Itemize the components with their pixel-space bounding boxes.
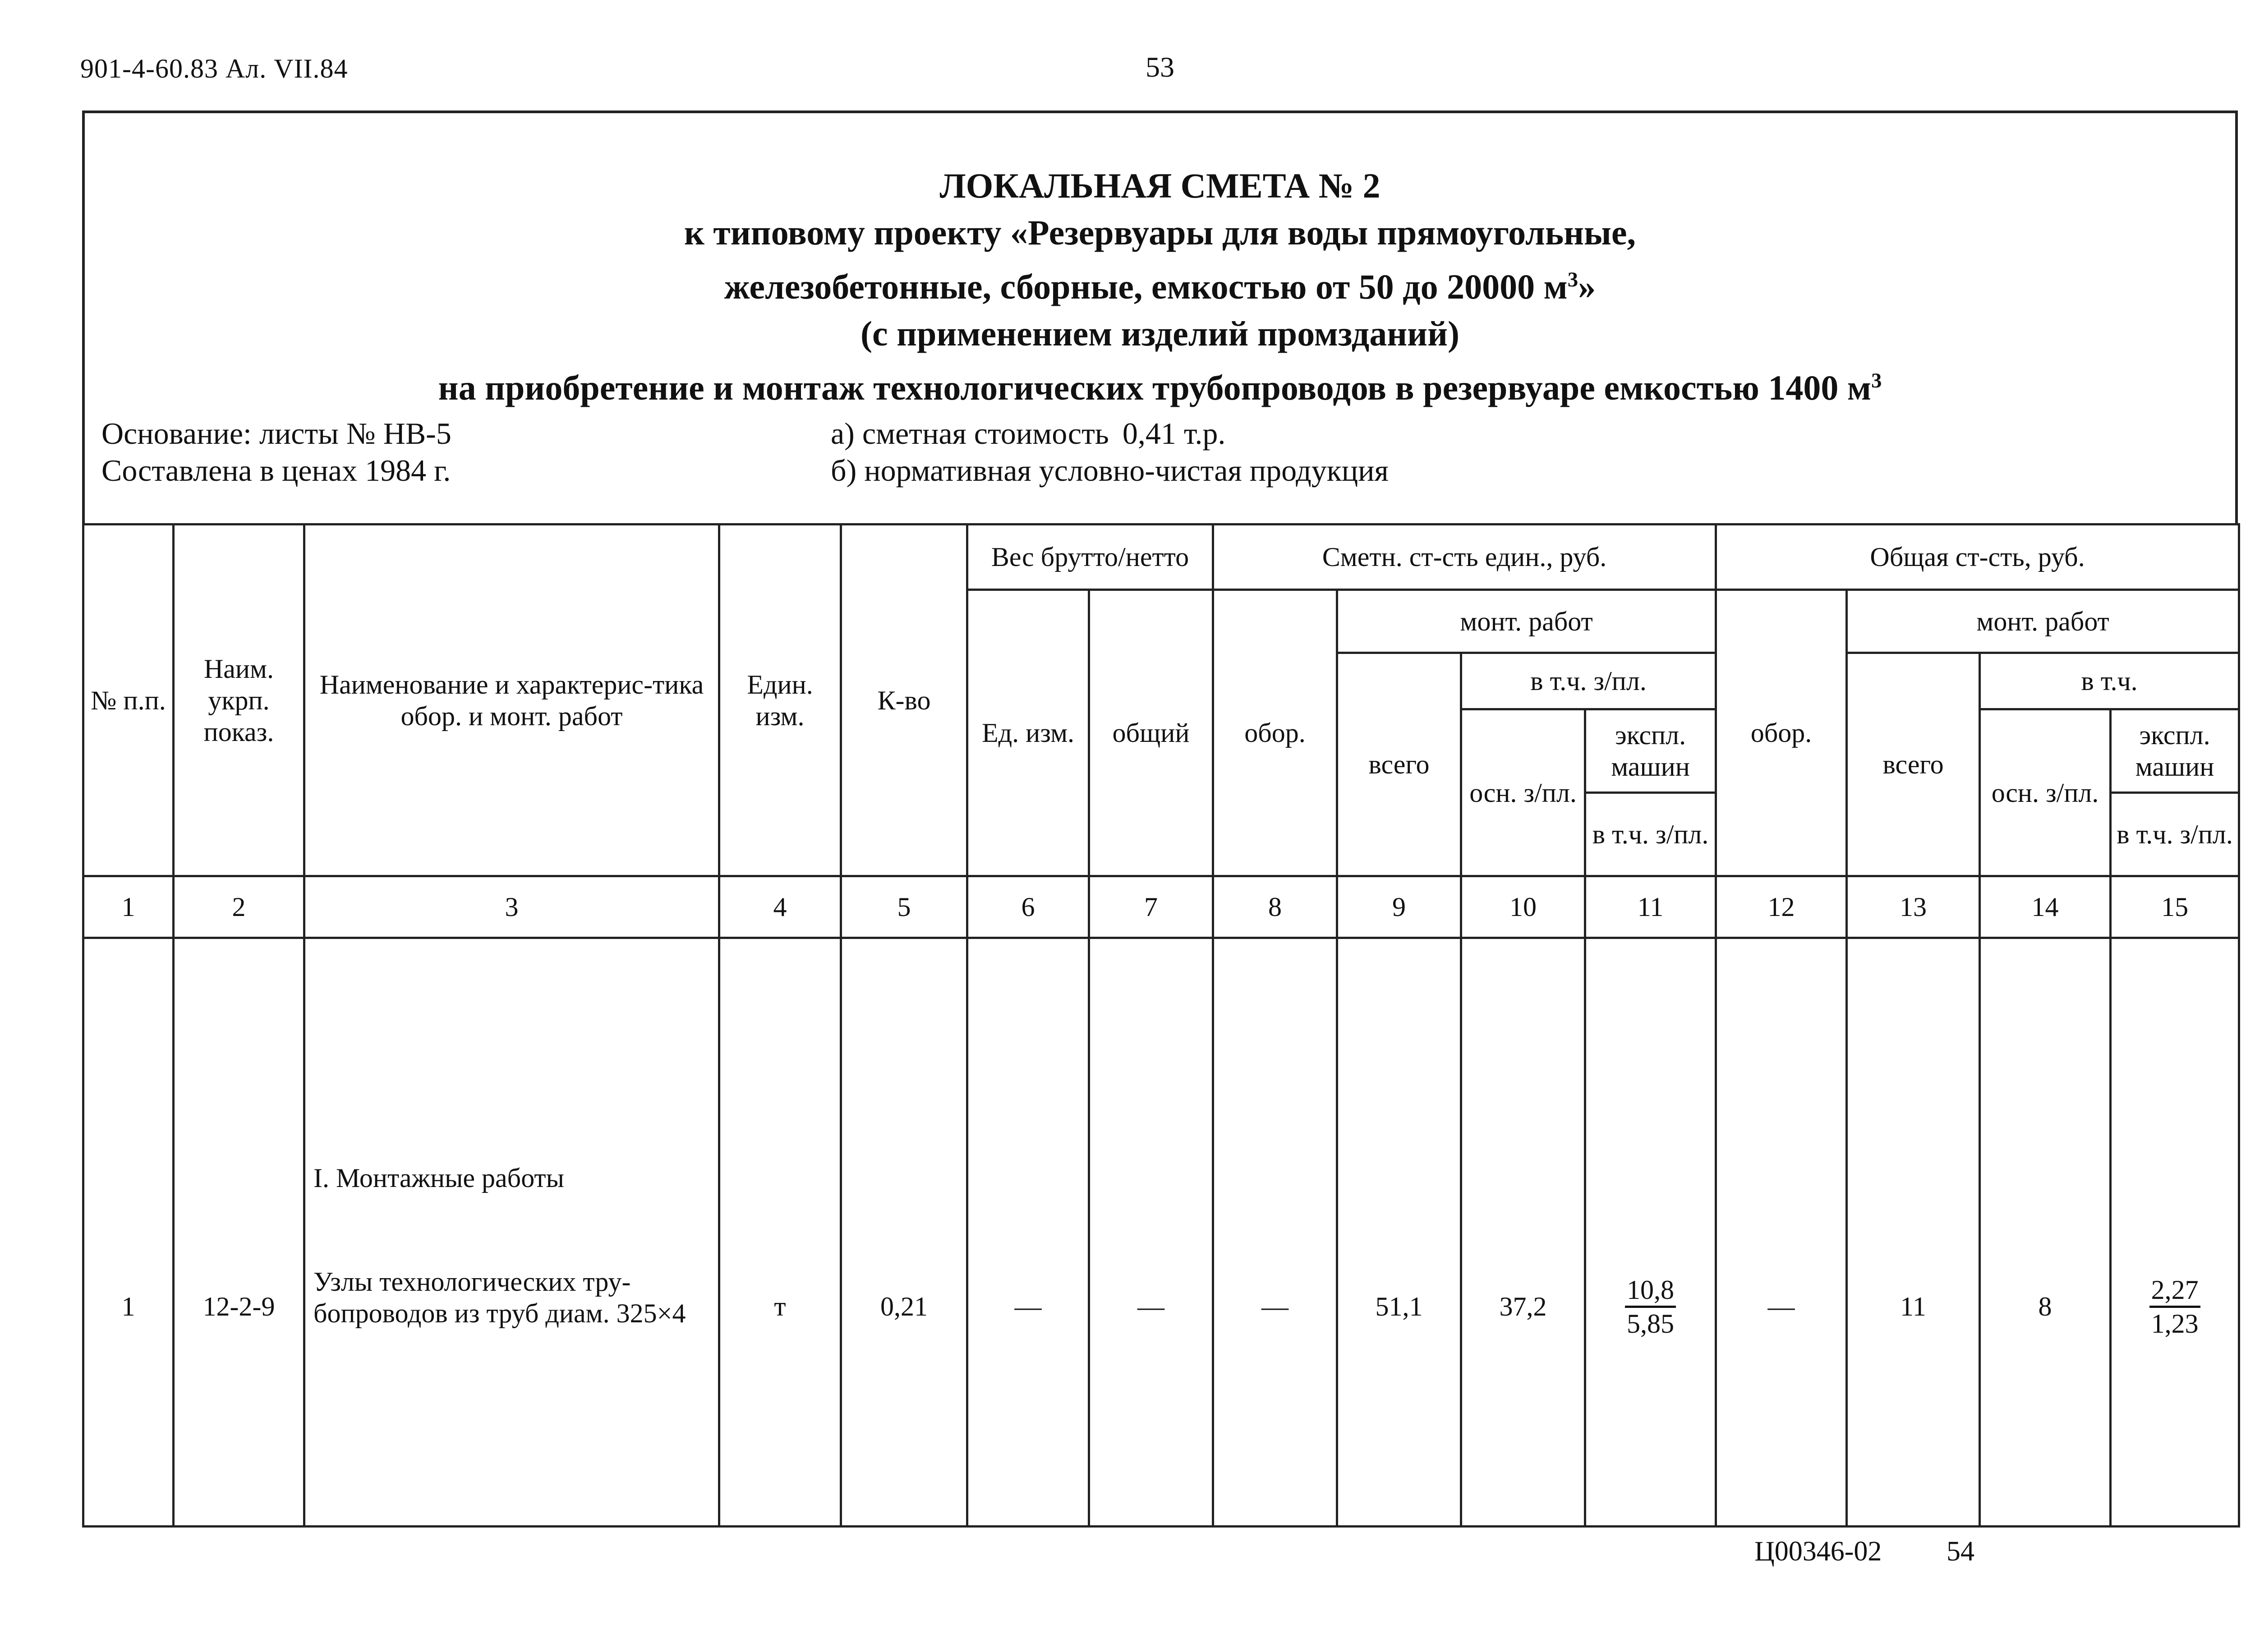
column-number: 12 <box>1716 876 1847 938</box>
header-unit-base-wage: осн. з/пл. <box>1461 709 1585 876</box>
header-total-equip: обор. <box>1716 590 1847 876</box>
column-number: 7 <box>1089 876 1213 938</box>
header-code: Наим. укрп. показ. <box>174 525 304 876</box>
header-weight: Вес брутто/нетто <box>967 525 1213 590</box>
header-no: № п.п. <box>83 525 174 876</box>
title-line-5: на приобретение и монтаж технологических трубопроводов в резервуаре емкостью 1400 $м^3$ <box>438 368 1882 407</box>
row-unit: т <box>774 1292 786 1321</box>
footer-code: Ц00346-02 <box>1754 1536 1882 1567</box>
row-unit-equip: — <box>1261 1292 1289 1321</box>
header-total-machines: экспл. машин <box>2111 709 2239 793</box>
header-weight-unit: Ед. изм. <box>967 590 1089 876</box>
normative-product: б) нормативная условно-чистая продукция <box>831 453 1389 488</box>
header-unit-incl-wage: в т.ч. з/пл. <box>1461 653 1716 709</box>
column-number: 1 <box>83 876 174 938</box>
header-qty: К-во <box>841 525 967 876</box>
column-number: 5 <box>841 876 967 938</box>
row-total-machines: $\frac{2,27}{1,23}$ <box>2149 1274 2200 1339</box>
page-number: 53 <box>1146 51 1174 83</box>
header-total-machines-wage: в т.ч. з/пл. <box>2111 793 2239 876</box>
basis-sheets: Основание: листы № НВ-5 <box>101 416 451 451</box>
column-number: 4 <box>719 876 841 938</box>
title-line-4: (с применением изделий промзданий) <box>860 314 1460 353</box>
header-unit-mount-total: всего <box>1337 653 1461 876</box>
title-line-3: железобетонные, сборные, емкостью от 50 до 20000 $м^3$» <box>724 267 1596 306</box>
row-weight-total: — <box>1137 1292 1164 1321</box>
header-unit-machines-wage: в т.ч. з/пл. <box>1585 793 1716 876</box>
header-weight-total: общий <box>1089 590 1213 876</box>
row-unit-machines: $\frac{10,8}{5,85}$ <box>1625 1274 1676 1339</box>
row-code: 12-2-9 <box>202 1292 275 1321</box>
row-total-base-wage: 8 <box>2038 1292 2052 1321</box>
column-number: 11 <box>1585 876 1716 938</box>
column-number: 6 <box>967 876 1089 938</box>
document-code: 901-4-60.83 Ал. VII.84 <box>80 54 348 83</box>
column-number: 9 <box>1337 876 1461 938</box>
column-number: 14 <box>1980 876 2111 938</box>
column-number: 13 <box>1847 876 1980 938</box>
row-weight-unit: — <box>1014 1292 1042 1321</box>
header-unit-machines: экспл. машин <box>1585 709 1716 793</box>
column-number: 15 <box>2111 876 2239 938</box>
header-name: Наименование и характерис-тика обор. и монт. работ <box>304 525 719 876</box>
row-total-mount: 11 <box>1900 1292 1926 1321</box>
column-number: 10 <box>1461 876 1585 938</box>
estimate-title <box>82 162 2238 411</box>
column-number: 3 <box>304 876 719 938</box>
row-qty: 0,21 <box>880 1292 928 1321</box>
row-unit-base-wage: 37,2 <box>1499 1292 1547 1321</box>
estimate-table <box>82 523 2240 1528</box>
header-unit-equip: обор. <box>1213 590 1337 876</box>
title-line-2: к типовому проекту «Резервуары для воды прямоугольные, <box>684 213 1636 252</box>
section-title: I. Монтажные работы <box>313 1163 564 1193</box>
title-line-1: ЛОКАЛЬНАЯ СМЕТА № 2 <box>939 166 1381 205</box>
header-unit: Един. изм. <box>719 525 841 876</box>
estimate-cost: а) сметная стоимость 0,41 т.р. <box>831 416 1226 451</box>
column-number: 2 <box>174 876 304 938</box>
header-total-mount-total: всего <box>1847 653 1980 876</box>
row-unit-mount-total: 51,1 <box>1375 1292 1423 1321</box>
table-row <box>83 938 2239 1527</box>
header-total-mount: монт. работ <box>1847 590 2239 653</box>
header-total-cost: Общая ст-сть, руб. <box>1716 525 2239 590</box>
column-number: 8 <box>1213 876 1337 938</box>
header-total-base-wage: осн. з/пл. <box>1980 709 2111 876</box>
header-unit-cost: Сметн. ст-сть един., руб. <box>1213 525 1716 590</box>
basis-left <box>101 415 451 489</box>
row-name: Узлы технологических тру-бопроводов из труб диам. 325×4 <box>313 1267 686 1328</box>
row-no: 1 <box>121 1292 135 1321</box>
header-total-incl: в т.ч. <box>1980 653 2239 709</box>
header-unit-mount: монт. работ <box>1337 590 1716 653</box>
basis-right <box>831 415 1389 489</box>
column-numbers-row <box>83 876 2239 938</box>
row-total-equip: — <box>1767 1292 1795 1321</box>
basis-prices: Составлена в ценах 1984 г. <box>101 453 451 488</box>
footer-page: 54 <box>1947 1536 1974 1567</box>
